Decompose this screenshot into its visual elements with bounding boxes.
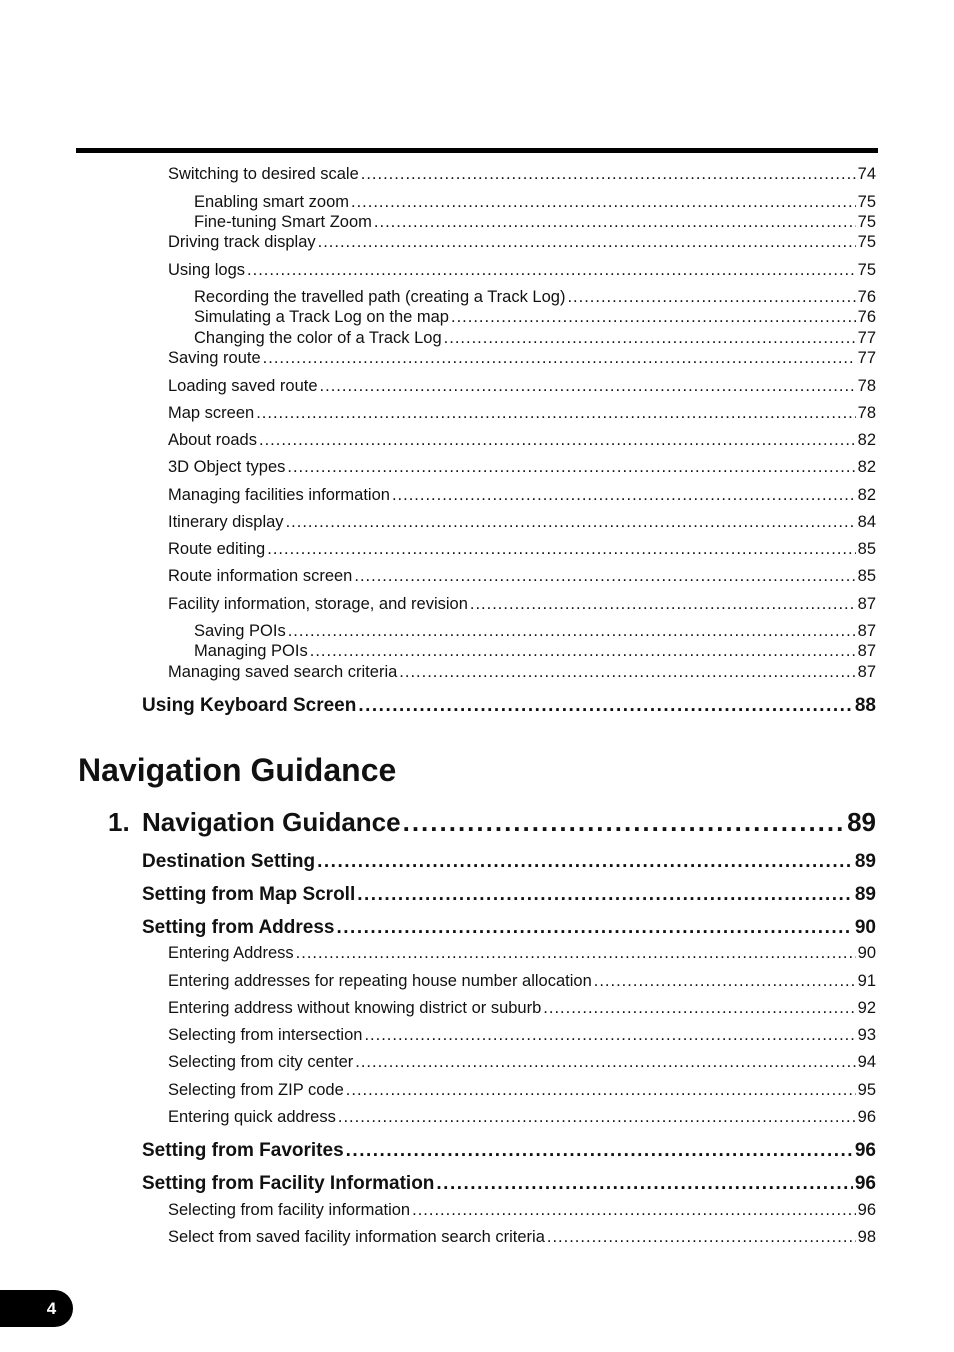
toc-entry[interactable] [168,165,876,184]
toc-entry-label: Saving route [168,349,261,367]
toc-entry-page: 75 [857,213,876,231]
toc-leader [318,233,856,252]
toc-entry-page: 78 [857,377,876,395]
toc-entry[interactable] [168,1026,876,1045]
toc-section-entry[interactable] [142,917,876,939]
toc-entry-label: Setting from Address [142,917,335,938]
toc-entry-label: Route information screen [168,567,353,585]
toc-entry[interactable] [168,233,876,252]
toc-leader [403,807,845,838]
toc-entry-page: 89 [854,884,876,905]
toc-entry-label: Destination Setting [142,851,316,872]
toc-entry-label: Map screen [168,404,255,422]
toc-entry-page: 75 [857,233,876,251]
toc-leader [399,663,855,682]
toc-leader [358,695,853,717]
toc-leader [256,404,855,423]
toc-entry-label: About roads [168,431,257,449]
toc-entry-label: Setting from Favorites [142,1140,344,1161]
toc-entry-page: 82 [857,458,876,476]
toc-entry-label: Simulating a Track Log on the map [194,308,449,326]
toc-entry-page: 96 [857,1201,876,1219]
toc-entry[interactable] [168,663,876,682]
toc-entry-page: 75 [857,261,876,279]
toc-entry-page: 96 [854,1173,876,1194]
toc-entry[interactable] [194,193,876,212]
toc-entry-label: Selecting from ZIP code [168,1081,344,1099]
toc-entry-label: Managing facilities information [168,486,390,504]
toc-entry-page: 87 [857,622,876,640]
toc-entry-page: 94 [857,1053,876,1071]
toc-entry-label: Select from saved facility information search criteria [168,1228,545,1246]
toc-leader [351,193,856,212]
chapter-label: Navigation Guidance [142,807,401,837]
toc-leader [444,329,856,348]
toc-leader [567,288,855,307]
toc-section-entry[interactable] [142,851,876,873]
toc-entry[interactable] [194,622,876,641]
toc-leader [287,458,855,477]
toc-section-entry[interactable] [142,695,876,717]
toc-leader [310,642,856,661]
toc-entry[interactable] [168,972,876,991]
toc-leader [317,851,853,873]
toc-entry-label: Managing POIs [194,642,308,660]
toc-leader [392,486,856,505]
toc-entry-page: 78 [857,404,876,422]
toc-entry-page: 82 [857,486,876,504]
toc-entry[interactable] [168,1108,876,1127]
part-title: Navigation Guidance [78,752,397,788]
toc-leader [296,944,856,963]
toc-entry-page: 98 [857,1228,876,1246]
toc-entry-page: 85 [857,567,876,585]
toc-entry[interactable] [168,404,876,423]
toc-leader [436,1173,852,1195]
toc-entry-label: Fine-tuning Smart Zoom [194,213,372,231]
toc-leader [337,917,853,939]
toc-entry[interactable] [168,540,876,559]
toc-entry-label: Entering quick address [168,1108,336,1126]
toc-leader [594,972,856,991]
toc-entry[interactable] [194,308,876,327]
toc-section-entry[interactable] [142,1173,876,1195]
toc-entry-label: Selecting from intersection [168,1026,363,1044]
toc-entry-page: 87 [857,663,876,681]
toc-leader [355,1053,855,1072]
toc-entry[interactable] [168,458,876,477]
toc-entry-label: Enabling smart zoom [194,193,349,211]
toc-entry-page: 77 [857,329,876,347]
toc-leader [412,1201,856,1220]
toc-entry-label: Facility information, storage, and revision [168,595,468,613]
toc-entry[interactable] [168,1081,876,1100]
toc-leader [259,431,856,450]
toc-leader [470,595,856,614]
top-rule [76,148,878,153]
toc-leader [361,165,856,184]
toc-leader [320,377,856,396]
toc-entry[interactable] [168,431,876,450]
page-number-badge: 4 [0,1290,73,1327]
toc-leader [338,1108,856,1127]
toc-entry[interactable] [168,1053,876,1072]
toc-entry-page: 75 [857,193,876,211]
toc-leader [374,213,856,232]
toc-entry[interactable] [194,329,876,348]
toc-leader [346,1081,856,1100]
toc-entry-page: 76 [857,308,876,326]
toc-entry-label: Entering address without knowing district or suburb [168,999,542,1017]
toc-entry-label: Changing the color of a Track Log [194,329,442,347]
toc-leader [267,540,855,559]
toc-entry[interactable] [168,261,876,280]
toc-entry[interactable] [194,213,876,232]
toc-entry-label: Setting from Map Scroll [142,884,356,905]
toc-entry-label: Switching to desired scale [168,165,359,183]
toc-entry[interactable] [168,999,876,1018]
toc-entry-label: Entering Address [168,944,294,962]
toc-entry-label: Managing saved search criteria [168,663,398,681]
toc-entry-page: 76 [857,288,876,306]
toc-entry-label: Saving POIs [194,622,286,640]
toc-entry-page: 87 [857,642,876,660]
toc-leader [247,261,856,280]
toc-leader [263,349,856,368]
toc-entry-page: 77 [857,349,876,367]
toc-entry-page: 95 [857,1081,876,1099]
toc-entry[interactable] [168,349,876,368]
toc-leader [354,567,855,586]
toc-entry-label: Loading saved route [168,377,318,395]
toc-leader [346,1140,853,1162]
toc-entry-label: Using logs [168,261,246,279]
toc-entry-page: 88 [854,695,876,716]
toc-entry-label: Using Keyboard Screen [142,695,357,716]
toc-entry[interactable] [168,486,876,505]
toc-entry-page: 82 [857,431,876,449]
toc-entry-page: 89 [854,851,876,872]
toc-entry[interactable] [168,377,876,396]
toc-entry[interactable] [168,1201,876,1220]
toc-leader [543,999,855,1018]
toc-entry-page: 87 [857,595,876,613]
toc-entry-page: 85 [857,540,876,558]
toc-entry[interactable] [194,288,876,307]
toc-entry[interactable] [194,642,876,661]
toc-entry-page: 84 [857,513,876,531]
chapter-number: 1. [108,807,130,837]
toc-entry-label: Entering addresses for repeating house number allocation [168,972,592,990]
toc-entry-page: 91 [857,972,876,990]
toc-section-entry[interactable] [142,1140,876,1162]
toc-entry-label: Selecting from facility information [168,1201,411,1219]
toc-entry[interactable] [168,944,876,963]
toc-leader [364,1026,855,1045]
toc-entry-label: Driving track display [168,233,316,251]
toc-entry-page: 93 [857,1026,876,1044]
toc-entry-label: Route editing [168,540,266,558]
toc-leader [286,513,856,532]
toc-entry[interactable] [168,595,876,614]
toc-entry-page: 74 [857,165,876,183]
toc-entry-page: 90 [857,944,876,962]
toc-entry-label: Selecting from city center [168,1053,354,1071]
toc-section-entry[interactable] [142,884,876,906]
toc-entry-label: Recording the travelled path (creating a Track Log) [194,288,566,306]
toc-leader [288,622,856,641]
toc-entry-label: Setting from Facility Information [142,1173,435,1194]
toc-entry-page: 92 [857,999,876,1017]
toc-entry[interactable] [168,567,876,586]
toc-entry[interactable] [168,513,876,532]
toc-entry-page: 96 [857,1108,876,1126]
toc-leader [547,1228,856,1247]
toc-entry-page: 90 [854,917,876,938]
toc-leader [357,884,853,906]
toc-leader [451,308,856,327]
toc-entry-label: Itinerary display [168,513,284,531]
toc-entry-label: 3D Object types [168,458,286,476]
chapter-page: 89 [847,807,876,837]
toc-entry[interactable] [168,1228,876,1247]
toc-entry-page: 96 [854,1140,876,1161]
toc-chapter-entry[interactable] [108,807,876,838]
